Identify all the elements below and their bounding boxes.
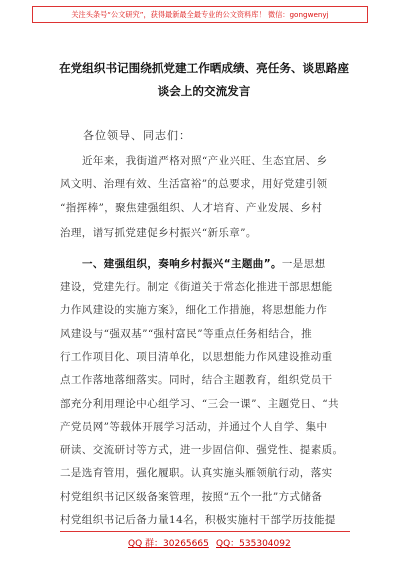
footer-divider [60, 531, 350, 532]
paragraph-line: 部充分利用理论中心组学习、“三会一课”、主题党日、“共 [60, 398, 339, 410]
section-heading-rest: 一是思想 [281, 258, 326, 270]
paragraph-line: 治理，谱写抓党建促乡村振兴“新乐章”。 [60, 227, 257, 239]
qq-contact-link[interactable]: QQ：535304092 [216, 539, 291, 549]
paragraph-line: 点工作落地落细落实。同时，结合主题教育，组织党员干 [60, 374, 333, 386]
qq-group-link[interactable]: QQ 群：30265665 [128, 539, 209, 549]
top-banner: 关注头条号“公文研究”，获得最新最全最专业的公文资料库！ 微信：gongwenyj [32, 6, 368, 23]
paragraph-line: 近年来，我街道严格对照“产业兴旺、生态宜居、乡 [82, 155, 328, 167]
paragraph-line: 村党组织书记后备力量14名，积极实施村干部学历技能提 [60, 514, 336, 526]
paragraph-line: 村党组织书记区级备案管理，按照“五个一批”方式储备 [60, 491, 323, 503]
section-heading: 一、建强组织，奏响乡村振兴“主题曲”。 [82, 258, 282, 270]
paragraph-line: 二是选育管用，强化履职。认真实施头雁领航行动，落实 [60, 467, 333, 479]
paragraph-line: 风文明、治理有效、生活富裕”的总要求，用好党建引领 [60, 178, 328, 190]
paragraph-line: 行工作项目化、项目清单化，以思想能力作风建设推动重 [60, 351, 333, 363]
paragraph-line: “指挥棒”，聚焦建强组织、人才培育、产业发展、乡村 [60, 202, 323, 214]
paragraph-line: 建设，党建先行。制定《街道关于常态化推进干部思想能 [60, 281, 333, 293]
paragraph-line: 风建设与“强双基”“强村富民”等重点任务相结合，推 [60, 328, 312, 340]
paragraph-line: 产党员网”等载体开展学习活动，并通过个人自学、集中 [60, 421, 328, 433]
paragraph-line: 研读、交流研讨等方式，进一步固信仰、强党性、提素质。 [60, 444, 344, 456]
section-heading-line [82, 257, 372, 272]
paragraph-line: 力作风建设的实施方案》，细化工作措施，将思想能力作 [60, 304, 328, 316]
document-title-line-2: 谈会上的交流发言 [157, 84, 251, 98]
document-title-line-1: 在党组织书记围绕抓党建工作晒成绩、亮任务、谈思路座 [59, 61, 349, 75]
greeting: 各位领导、同志们： [83, 129, 191, 142]
